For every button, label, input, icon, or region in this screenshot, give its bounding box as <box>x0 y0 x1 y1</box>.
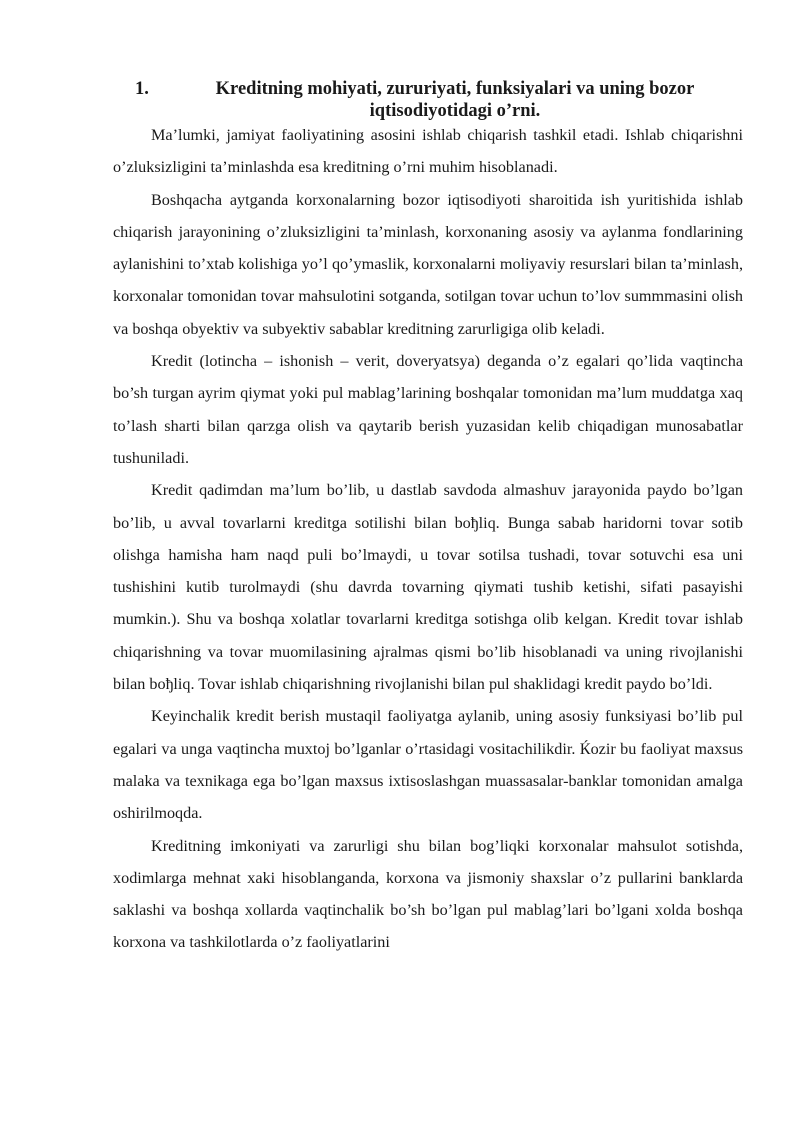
paragraph: Kreditning imkoniyati va zarurligi shu bilan bog’liqki korxonalar mahsulot sotishda, xodimlarga mehnat xaki hisoblanganda, korxona va jismoniy shaxslar o’z pullarini banklarda saklashi va boshqa xollarda vaqtinchalik bo’sh bo’lgan pul mablag’lari bo’lgani xolda boshqa korxona va tashkilotlarda o’z faoliyatlarini <box>113 836 743 952</box>
section-heading <box>113 78 743 122</box>
paragraph: Ma’lumki, jamiyat faoliyatining asosini ishlab chiqarish tashkil etadi. Ishlab chiqarishni o’zluksizligini ta’minlashda esa kreditning o’rni muhim hisoblanadi. <box>113 126 743 177</box>
paragraph: Boshqacha aytganda korxonalarning bozor iqtisodiyoti sharoitida ish yuritishida ishlab chiqarish jarayonining o’zluksizligini ta’minlash, korxonaning asosiy va aylanma fondlarining aylanishini to’xtab kolishiga yo’l qo’ymaslik, korxonalarni moliyaviy resurslari bilan ta’minlash, korxonalar tomonidan tovar mahsulotini sotganda, sotilgan tovar uchun to’lov summmasini olish va boshqa obyektiv va subyektiv sabablar kreditning zarurligiga olib keladi. <box>113 190 743 338</box>
section-number: 1. <box>135 79 149 99</box>
paragraph: Kredit qadimdan ma’lum bo’lib, u dastlab savdoda almashuv jarayonida paydo bo’lgan bo’lib, u avval tovarlarni kreditga sotilishi bilan boђliq. Bunga sabab haridorni tovar sotib olishga hamisha ham naqd puli bo’lmaydi, u tovar sotilsa tushadi, tovar sotuvchi esa uni tushishini kutib turolmaydi (shu davrda tovarning qiymati tushib ketishi, sifati pasayishi mumkin.). Shu va boshqa xolatlar tovarlarni kreditga sotishga olib kelgan. Kredit tovar ishlab chiqarishning va tovar muomilasining ajralmas qismi bo’lib hisoblanadi va uning rivojlanishi bilan boђliq. Tovar ishlab chiqarishning rivojlanishi bilan pul shaklidagi kredit paydo bo’ldi. <box>113 481 743 694</box>
paragraph: Keyinchalik kredit berish mustaqil faoliyatga aylanib, uning asosiy funksiyasi bo’lib pul egalari va unga vaqtincha muxtoj bo’lganlar o’rtasidagi vositachilikdir. Ќozir bu faoliyat maxsus malaka va texnikaga ega bo’lgan maxsus ixtisoslashgan muassasalar-banklar tomonidan amalga oshirilmoqda. <box>113 707 743 823</box>
paragraph: Kredit (lotincha – ishonish – verit, doveryatsya) deganda o’z egalari qo’lida vaqtincha bo’sh turgan ayrim qiymat yoki pul mablag’larining boshqalar tomonidan ma’lum muddatga xaq to’lash sharti bilan qarzga olish va qaytarib berish yuzasidan kelib chiqadigan munosabatlar tushuniladi. <box>113 352 743 467</box>
section-title: Kreditning mohiyati, zururiyati, funksiyalari va uning bozor iqtisodiyotidagi o’rni. <box>215 79 695 121</box>
body-text <box>113 119 743 959</box>
